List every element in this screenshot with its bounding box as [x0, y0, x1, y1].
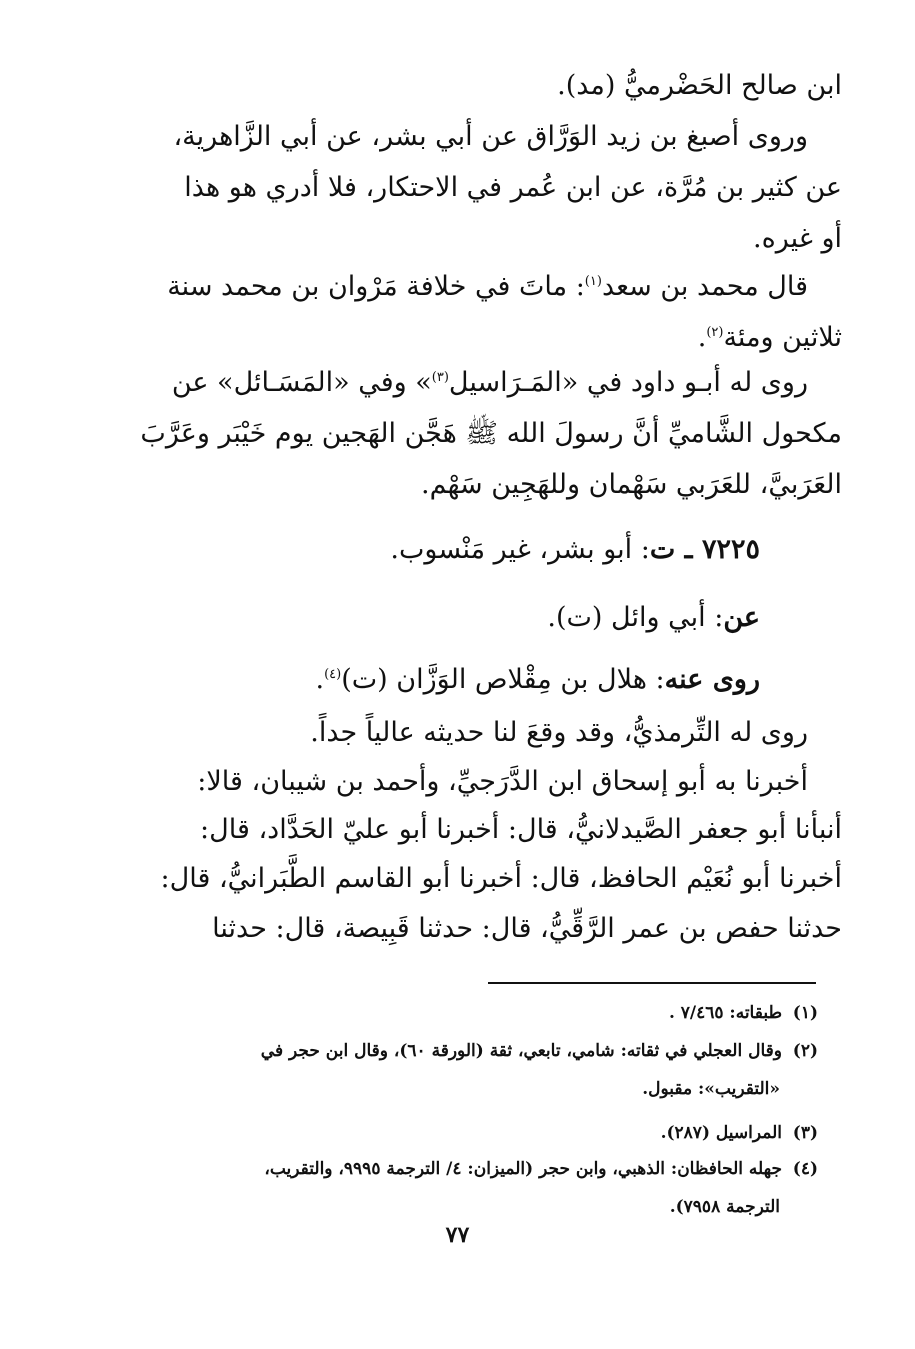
- entry-name: : أبو بشر، غير مَنْسوب.: [390, 534, 650, 565]
- footnote-2-cont: «التقريب»: مقبول.: [642, 1079, 780, 1099]
- text-line: عن كثير بن مُرَّة، عن ابن عُمر في الاحتكار، فلا أدري هو هذا: [184, 172, 842, 203]
- text-line: أنبأنا أبو جعفر الصَّيدلانيُّ، قال: أخبرنا أبو عليّ الحَدَّاد، قال:: [200, 814, 842, 845]
- text-line: وروى أصبغ بن زيد الوَرَّاق عن أبي بشر، عن أبي الزَّاهرية،: [173, 121, 808, 152]
- page-number: ٧٧: [445, 1222, 470, 1248]
- text-line: مكحول الشَّاميِّ أنَّ رسولَ الله ﷺ هَجَّن الهَجين يوم خَيْبَر وعَرَّبَ: [140, 418, 842, 449]
- entry-number: ٧٢٢٥ ـ ت: [649, 534, 760, 565]
- main-text: [130, 0, 842, 980]
- text-line: ابن صالح الحَضْرميُّ (مد).: [557, 70, 842, 101]
- text-line: روى له أبـو داود في «المَـرَاسيل$^{(٣)}$» وفي «المَسَـائل» عن: [171, 367, 808, 398]
- text-line: أو غيره.: [752, 223, 842, 254]
- text-line: أخبرنا أبو نُعَيْم الحافظ، قال: أخبرنا أبو القاسم الطَّبَرانيُّ، قال:: [160, 863, 842, 894]
- footnote-4-cont: الترجمة ٧٩٥٨).: [669, 1197, 780, 1217]
- text-line: حدثنا حفص بن عمر الرَّقِّيُّ، قال: حدثنا قَبِيصة، قال: حدثنا: [212, 913, 842, 944]
- text-line: أخبرنا به أبو إسحاق ابن الدَّرَجيِّ، وأحمد بن شيبان، قالا:: [197, 766, 808, 797]
- footnote-3: (٣)المراسيل (٢٨٧).: [660, 1123, 818, 1143]
- text-line: قال محمد بن سعد$^{(١)}$: ماتَ في خلافة مَرْوان بن محمد سنة: [167, 271, 808, 302]
- footnote-4: (٤)جهله الحافظان: الذهبي، وابن حجر (الميزان: ٤/ الترجمة ٩٩٩٥، والتقريب،: [264, 1159, 818, 1179]
- footnote-mark[interactable]: (٤): [324, 667, 342, 682]
- footnote-mark[interactable]: (١): [584, 274, 602, 289]
- footnote-1: (١)طبقاته: ٧/٤٦٥ .: [668, 1003, 818, 1023]
- entry-narrators: روى عنه: هلال بن مِقْلاص الوَزَّان (ت)$^{(٤)}$.: [315, 664, 760, 695]
- entry-from: عن: أبي وائل (ت).: [547, 602, 760, 633]
- entry-heading: [390, 530, 760, 570]
- footnote-mark[interactable]: (٢): [706, 325, 724, 340]
- footnote-2: (٢)وقال العجلي في ثقاته: شامي، تابعي، ثقة (الورقة ٦٠)، وقال ابن حجر في: [260, 1041, 818, 1061]
- text-line: العَرَبيَّ، للعَرَبي سَهْمان وللهَجِين سَهْم.: [421, 469, 842, 500]
- text-line: ثلاثين ومئة$^{(٢)}$.: [697, 322, 842, 353]
- footnote-mark[interactable]: (٣): [431, 370, 449, 385]
- text-line: روى له التِّرمذيُّ، وقد وقعَ لنا حديثه عالياً جداً.: [310, 717, 808, 748]
- footnote-divider: [488, 982, 816, 984]
